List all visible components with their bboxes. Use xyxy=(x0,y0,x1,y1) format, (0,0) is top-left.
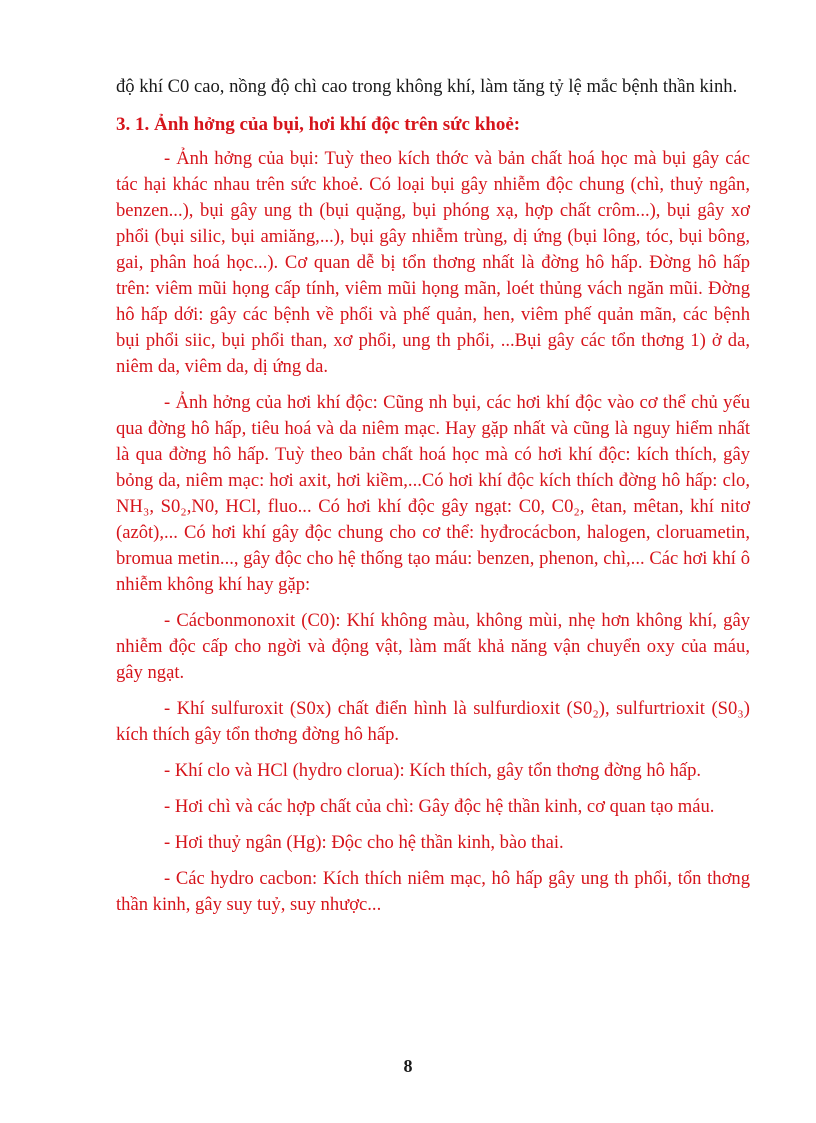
paragraph-sulfur-oxides: - Khí sulfuroxit (S0x) chất điển hình là sulfurdioxit (S0₂), sulfurtrioxit (S0₃) kích thích gây tổn thơng đờng hô hấp. xyxy=(116,698,750,745)
paragraph-carbon-monoxide: - Cácbonmonoxit (C0): Khí không màu, không mùi, nhẹ hơn không khí, gây nhiễm độc cấp cho ngời và động vật, làm mất khả năng vận chuyển oxy của máu, gây ngạt. xyxy=(116,610,750,683)
paragraph-lead: - Hơi chì và các hợp chất của chì: Gây độc hệ thần kinh, cơ quan tạo máu. xyxy=(164,796,715,817)
paragraph-mercury: - Hơi thuỷ ngân (Hg): Độc cho hệ thần kinh, bào thai. xyxy=(164,832,564,853)
paragraph-toxic-gas-effects: - Ảnh hởng của hơi khí độc: Cũng nh bụi, các hơi khí độc vào cơ thể chủ yếu qua đờng hô hấp, tiêu hoá và da niêm mạc. Hay gặp nhất và cũng là nguy hiểm nhất là qua đờng hô hấp. Tuỳ theo bản chất hoá học mà có hơi khí độc: kích thích, gây bỏng da, niêm mạc: hơi axit, hơi kiềm,...Có hơi khí độc kích thích đờng hô hấp: clo, NH₃, S0₂,N0, HCl, fluo... Có hơi khí độc gây ngạt: C0, C0₂, êtan, mêtan, khí nitơ (azôt),... Có hơi khí gây độc chung cho cơ thể: hyđrocácbon, halogen, cloruametin, bromua metin..., gây độc cho hệ thống tạo máu: benzen, phenon, chì,... Các hơi khí ô nhiễm không khí hay gặp: xyxy=(116,392,750,595)
intro-paragraph: độ khí C0 cao, nồng độ chì cao trong không khí, làm tăng tỷ lệ mắc bệnh thần kinh. xyxy=(116,76,738,97)
paragraph-chlorine: - Khí clo và HCl (hydro clorua): Kích thích, gây tổn thơng đờng hô hấp. xyxy=(164,760,702,781)
page-number: 8 xyxy=(403,1056,413,1076)
paragraph-hydrocarbons: - Các hydro cacbon: Kích thích niêm mạc, hô hấp gây ung th phổi, tổn thơng thần kinh, gây suy tuỷ, suy nhược... xyxy=(116,868,750,915)
paragraph-dust-effects: - Ảnh hởng của bụi: Tuỳ theo kích thớc và bản chất hoá học mà bụi gây các tác hại khác nhau trên sức khoẻ. Có loại bụi gây nhiễm độc chung (chì, thuỷ ngân, benzen...), bụi gây ung th (bụi quặng, bụi phóng xạ, hợp chất crôm...), bụi gây xơ phổi (bụi silic, bụi amiăng,...), bụi gây nhiễm trùng, dị ứng (bụi lông, tóc, bụi bông, gai, phân hoá học...). Cơ quan dễ bị tổn thơng nhất là đờng hô hấp. Đờng hô hấp trên: viêm mũi họng cấp tính, viêm mũi họng mãn, loét thủng vách ngăn mũi. Đờng hô hấp dới: gây các bệnh về phổi và phế quản, hen, viêm phế quản mãn, các bệnh bụi phổi siic, bụi phổi than, xơ phổi, ung th phổi, ...Bụi gây các tổn thơng 1) ở da, niêm da, viêm da, dị ứng da. xyxy=(116,148,750,377)
section-heading: 3. 1. Ảnh hởng của bụi, hơi khí độc trên sức khoẻ: xyxy=(116,114,521,135)
document-page xyxy=(116,74,750,918)
